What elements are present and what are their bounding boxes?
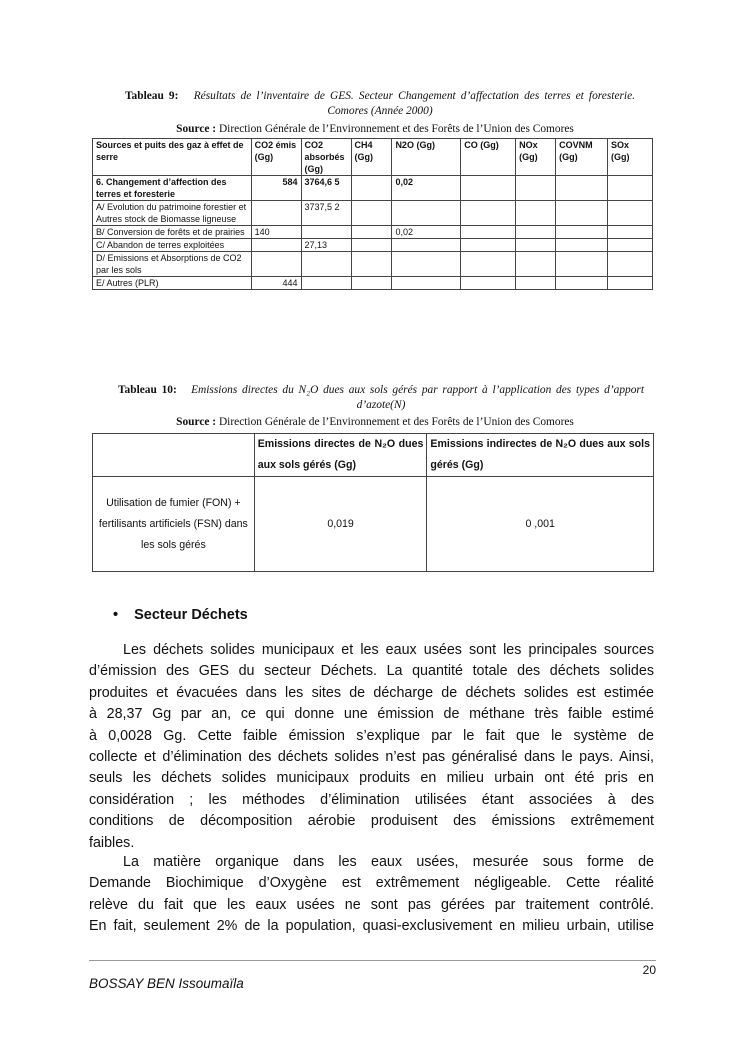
table9-label: Tableau 9: — [125, 90, 179, 102]
table9-n2o-cell — [392, 201, 461, 226]
table9-header-cell: SOx (Gg) — [608, 139, 653, 176]
paragraph-line: relève du fait que les eaux usées ne sont pas gérées par traitement contrôlé. — [89, 896, 654, 913]
table9-co2-abs-cell: 3764,6 5 — [301, 176, 351, 201]
table9-n2o-cell: 0,02 — [392, 226, 461, 239]
paragraph-line: En fait, seulement 2% de la population, quasi-exclusivement en milieu urbain, utilise — [89, 918, 654, 935]
section-title: Secteur Déchets — [134, 607, 248, 623]
table10-header-row — [93, 434, 654, 477]
table9-header-cell: CO2 absorbés (Gg) — [301, 139, 351, 176]
section-heading — [113, 607, 248, 623]
paragraph-2 — [89, 852, 654, 938]
table9-ch4-cell — [351, 239, 392, 252]
paragraph-line: considération ; les méthodes d’élimination utilisées étant associées à des — [89, 791, 654, 808]
table10-indirect-value: 0 ,001 — [427, 477, 654, 572]
table9-ch4-cell — [351, 201, 392, 226]
paragraph-line: d’émission des GES du secteur Déchets. La quantité totale des déchets solides — [89, 663, 654, 680]
table9-source-cell: A/ Evolution du patrimoine forestier et Autres stock de Biomasse ligneuse — [93, 201, 252, 226]
table9-n2o-cell — [392, 277, 461, 290]
table-row — [93, 277, 653, 290]
footer-divider — [89, 960, 656, 961]
table9-source-cell: C/ Abandon de terres exploitées — [93, 239, 252, 252]
table-row — [93, 477, 654, 572]
paragraph-line: faibles. — [89, 834, 135, 851]
paragraph-line: produites et évacuées dans les sites de décharge de déchets solides est estimée — [89, 684, 654, 701]
table9-co2-emis-cell — [251, 201, 301, 226]
footer-author: BOSSAY BEN Issoumaïla — [89, 976, 244, 991]
table9-source-label: Source : — [176, 123, 217, 135]
table9-header-cell: N2O (Gg) — [392, 139, 461, 176]
table10-label: Tableau 10: — [118, 384, 177, 396]
table9-ch4-cell — [351, 176, 392, 201]
paragraph-line: à 28,37 Gg par an, ce qui donne une émission de méthane très faible estimé — [89, 706, 654, 723]
table-row — [93, 226, 653, 239]
table-row — [93, 239, 653, 252]
table10-source-label: Source : — [176, 416, 217, 428]
table9-header-cell: CO2 émis (Gg) — [251, 139, 301, 176]
table9-header-cell: CH4 (Gg) — [351, 139, 392, 176]
table9-header-cell: COVNM (Gg) — [556, 139, 608, 176]
table9-n2o-cell — [392, 252, 461, 277]
table9-source-text: Direction Générale de l’Environnement et des Forêts de l’Union des Comores — [218, 123, 574, 135]
table9-co2-abs-cell — [301, 252, 351, 277]
table9-header-cell: Sources et puits des gaz à effet de serre — [93, 139, 252, 176]
table9-co2-emis-cell: 584 — [251, 176, 301, 201]
table9-ch4-cell — [351, 277, 392, 290]
table9-co2-emis-cell — [251, 239, 301, 252]
table10-direct-header: Emissions directes de N₂O dues aux sols gérés (Gg) — [254, 434, 427, 477]
paragraph-line: conditions de décomposition aérobie produisent des émissions extrêmement — [89, 813, 654, 830]
table10-caption-text: Emissions directes du N₂O dues aux sols gérés par rapport à l’application des types d’apport d’azote(N) — [191, 384, 645, 411]
table9-caption-text: Résultats de l’inventaire de GES. Secteur Changement d’affectation des terres et foresterie. Comores (Année 2000) — [193, 90, 635, 117]
table9-ch4-cell — [351, 252, 392, 277]
table9 — [92, 138, 653, 290]
table9-source-cell: E/ Autres (PLR) — [93, 277, 252, 290]
table10-source — [95, 415, 655, 430]
table9-source-cell: D/ Emissions et Absorptions de CO2 par les sols — [93, 252, 252, 277]
table9-co2-abs-cell: 3737,5 2 — [301, 201, 351, 226]
table9-co2-emis-cell: 140 — [251, 226, 301, 239]
table-row — [93, 176, 653, 201]
table9-co2-abs-cell: 27,13 — [301, 239, 351, 252]
paragraph-line: à 0,0028 Gg. Cette faible émission s’explique par le fait que le système de — [89, 727, 654, 744]
paragraph-line: Les déchets solides municipaux et les eaux usées sont les principales sources — [123, 642, 654, 658]
table10-direct-value: 0,019 — [254, 477, 427, 572]
table9-co2-abs-cell — [301, 226, 351, 239]
table10-row-label: Utilisation de fumier (FON) + fertilisants artificiels (FSN) dans les sols gérés — [93, 477, 255, 572]
table9-co2-abs-cell — [301, 277, 351, 290]
table-row — [93, 201, 653, 226]
table10 — [92, 433, 654, 572]
table9-caption — [125, 89, 635, 119]
paragraph-line: Demande Biochimique d’Oxygène est extrêmement négligeable. Cette réalité — [89, 875, 654, 892]
table9-co2-emis-cell — [251, 252, 301, 277]
table9-header-row — [93, 139, 653, 176]
table9-n2o-cell — [392, 239, 461, 252]
table9-source-cell: B/ Conversion de forêts et de prairies — [93, 226, 252, 239]
page-number: 20 — [642, 963, 656, 977]
table10-indirect-header: Emissions indirectes de N₂O dues aux sols gérés (Gg) — [427, 434, 654, 477]
table9-header-cell: CO (Gg) — [461, 139, 516, 176]
table9-co2-emis-cell: 444 — [251, 277, 301, 290]
table9-source-cell: 6. Changement d’affection des terres et foresterie — [93, 176, 252, 201]
table9-header-cell: NOx (Gg) — [516, 139, 556, 176]
table9-ch4-cell — [351, 226, 392, 239]
paragraph-line: seuls les déchets solides municipaux produits en milieu urbain ont été pris en — [89, 770, 654, 787]
table10-caption — [118, 383, 644, 413]
table10-source-text: Direction Générale de l’Environnement et des Forêts de l’Union des Comores — [218, 416, 574, 428]
table9-n2o-cell: 0,02 — [392, 176, 461, 201]
paragraph-1 — [89, 640, 654, 854]
paragraph-line: La matière organique dans les eaux usées, mesurée sous forme de — [123, 854, 654, 870]
table9-source — [95, 122, 655, 137]
paragraph-line: collecte et d’élimination des déchets solides n’est pas généralisé dans le pays. Ainsi, — [89, 749, 654, 766]
table-row — [93, 252, 653, 277]
bullet-icon: • — [113, 607, 119, 623]
